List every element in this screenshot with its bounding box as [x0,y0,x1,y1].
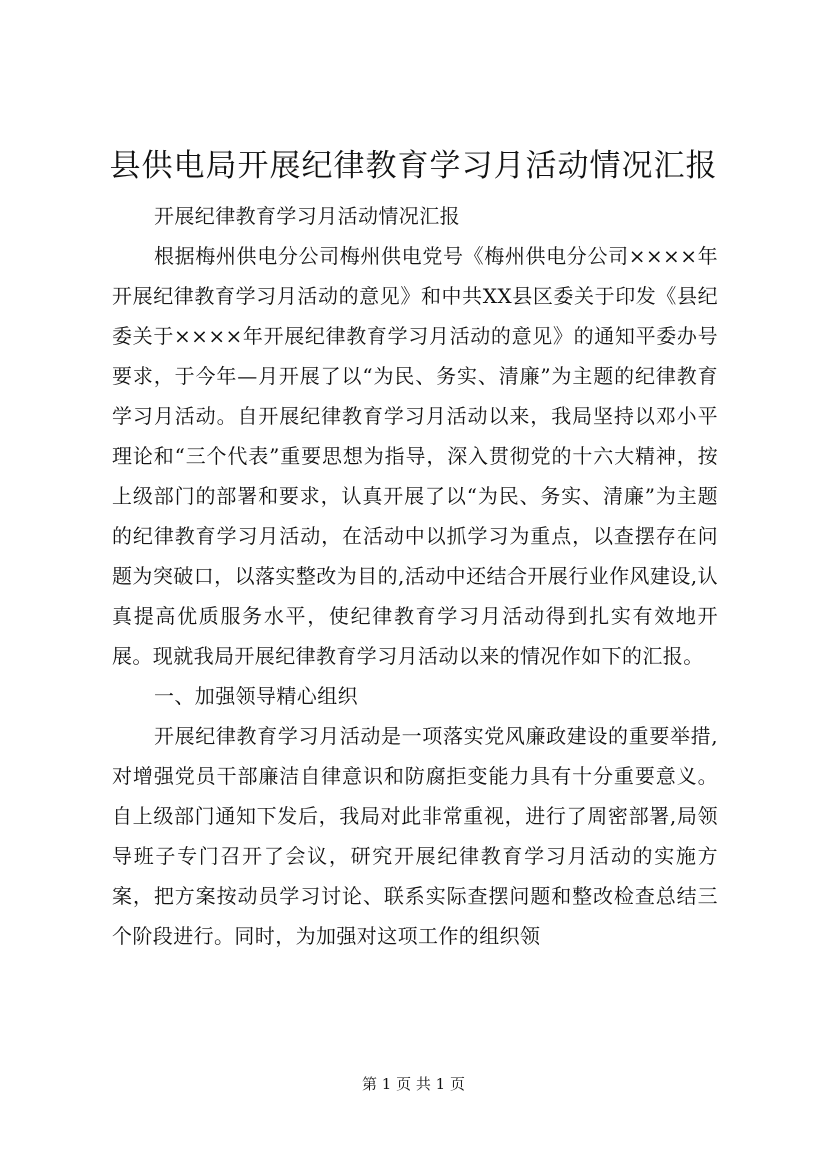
document-body [112,196,718,956]
subtitle-paragraph: 开展纪律教育学习月活动情况汇报 [154,204,460,228]
section-heading: 一、加强领导精心组织 [154,684,358,708]
intro-paragraph: 根据梅州供电分公司梅州供电党号《梅州供电分公司××××年开展纪律教育学习月活动的意见》和中共XX县区委关于印发《县纪委关于××××年开展纪律教育学习月活动的意见》的通知平委办号要求，于今年—月开展了以“为民、务实、清廉”为主题的纪律教育学习月活动。自开展纪律教育学习月活动以来，我局坚持以邓小平理论和“三个代表”重要思想为指导，深入贯彻党的十六大精神，按上级部门的部署和要求，认真开展了以“为民、务实、清廉”为主题的纪律教育学习月活动，在活动中以抓学习为重点，以查摆存在问题为突破口，以落实整改为目的,活动中还结合开展行业作风建设,认真提高优质服务水平，使纪律教育学习月活动得到扎实有效地开展。现就我局开展纪律教育学习月活动以来的情况作如下的汇报。 [112,244,718,668]
page-footer: 第 1 页 共 1 页 [362,1075,465,1093]
document-title: 县供电局开展纪律教育学习月活动情况汇报 [109,148,718,184]
section-paragraph: 开展纪律教育学习月活动是一项落实党风廉政建设的重要举措,对增强党员干部廉洁自律意识和防腐拒变能力具有十分重要意义。自上级部门通知下发后，我局对此非常重视，进行了周密部署,局领导班子专门召开了会议，研究开展纪律教育学习月活动的实施方案，把方案按动员学习讨论、联系实际查摆问题和整改检查总结三个阶段进行。同时，为加强对这项工作的组织领 [112,724,718,948]
